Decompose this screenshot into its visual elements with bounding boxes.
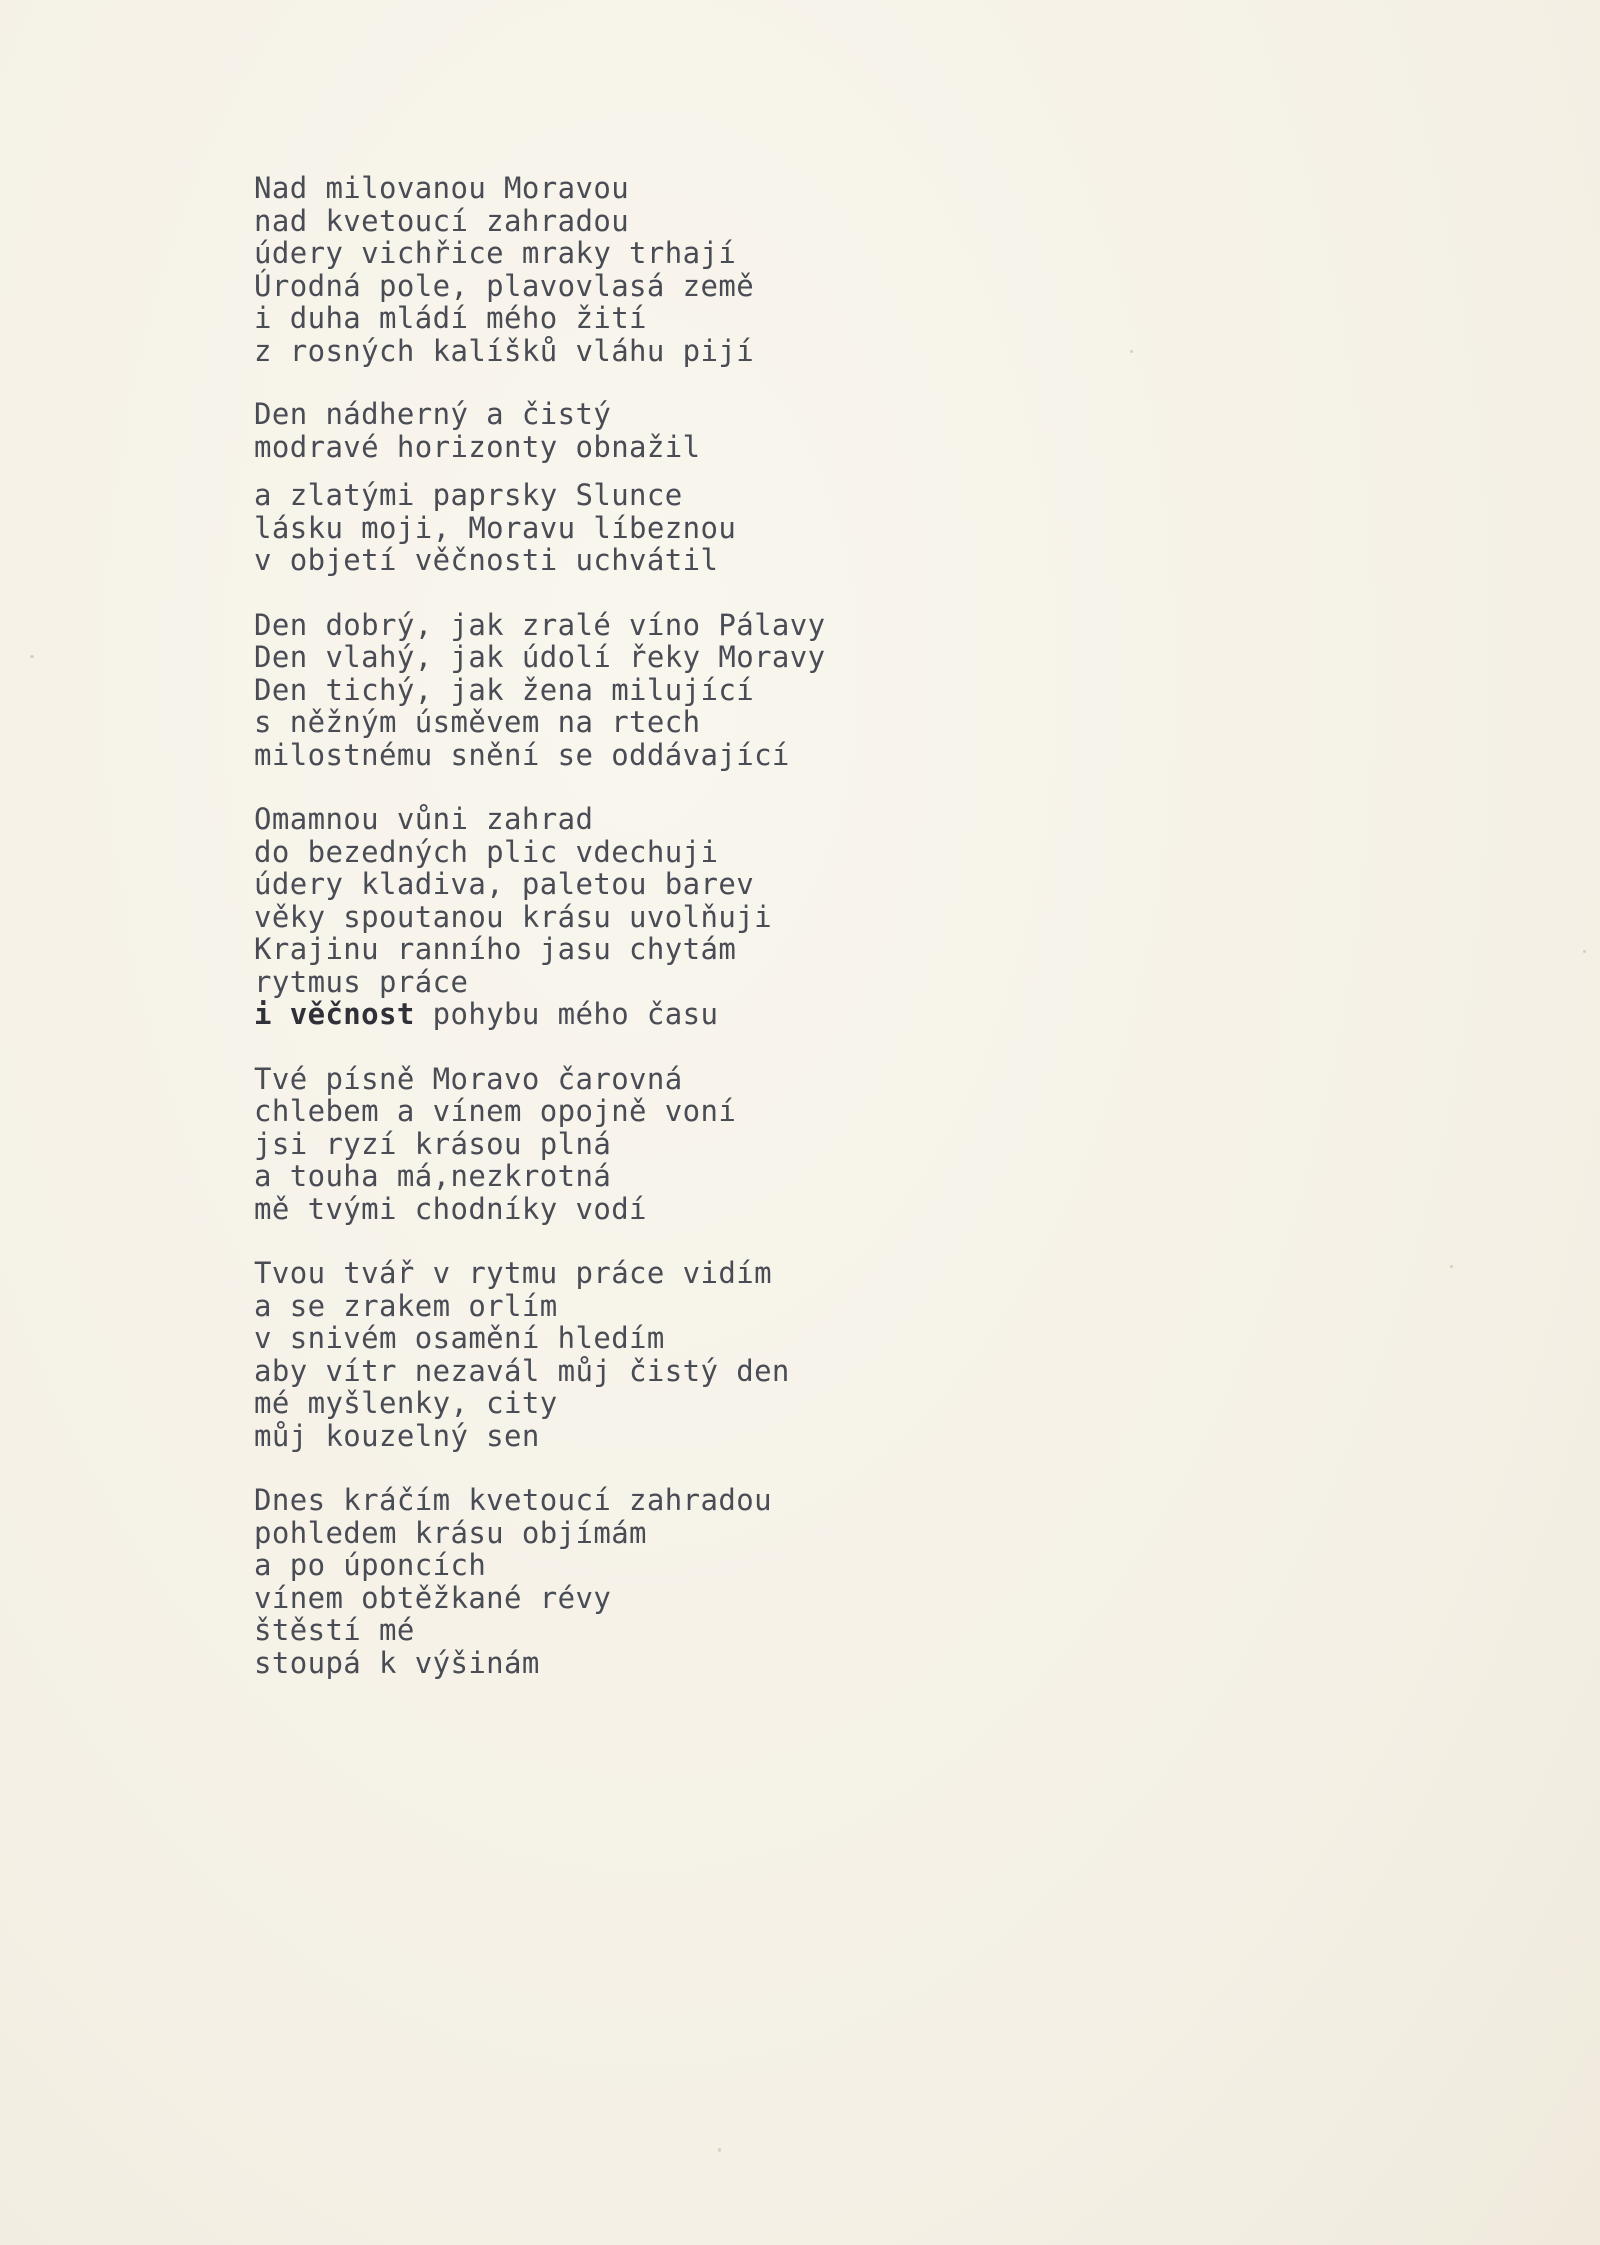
paper-speck — [1450, 1265, 1453, 1268]
poem-line: pohledem krásu objímám — [254, 1515, 647, 1550]
poem-line: Úrodná pole, plavovlasá země — [254, 268, 755, 303]
poem-line: můj kouzelný sen — [254, 1418, 540, 1453]
poem-line: údery kladiva, paletou barev — [254, 867, 755, 901]
stanza-2 — [254, 398, 1254, 463]
poem-line: chlebem a vínem opojně voní — [254, 1094, 737, 1128]
poem-line: Dnes kráčím kvetoucí zahradou — [254, 1483, 772, 1517]
poem-line: a po úponcích — [254, 1548, 487, 1582]
stanza-5 — [254, 803, 1254, 1031]
poem-line: Den tichý, jak žena milující — [254, 672, 755, 707]
poem-line-rest: pohybu mého času — [414, 997, 719, 1031]
poem-line: do bezedných plic vdechuji — [254, 834, 719, 869]
poem-line: aby vítr nezavál můj čistý den — [254, 1353, 790, 1388]
poem-line: údery vichřice mraky trhají — [254, 236, 737, 270]
bold-phrase: i věčnost — [254, 997, 415, 1031]
poem-line: vínem obtěžkané révy — [254, 1580, 612, 1615]
poem-line: z rosných kalíšků vláhu pijí — [254, 333, 755, 368]
poem-line: Krajinu ranního jasu chytám — [254, 932, 737, 966]
poem-line: modravé horizonty obnažil — [254, 429, 701, 464]
poem-line: Tvé písně Moravo čarovná — [254, 1061, 683, 1096]
poem-line: v snivém osamění hledím — [254, 1321, 665, 1355]
poem-line: s něžným úsměvem na rtech — [254, 705, 701, 739]
poem-line: Den vlahý, jak údolí řeky Moravy — [254, 640, 826, 674]
poem-line: Omamnou vůni zahrad — [254, 802, 594, 836]
poem-line: stoupá k výšinám — [254, 1645, 540, 1680]
poem-line: mě tvými chodníky vodí — [254, 1191, 647, 1226]
poem-line: a zlatými paprsky Slunce — [254, 478, 683, 512]
paper-speck — [718, 2148, 721, 2152]
stanza-8 — [254, 1484, 1254, 1679]
poem-line: rytmus práce — [254, 964, 469, 999]
poem-line: Nad milovanou Moravou — [254, 171, 630, 205]
poem-line: jsi ryzí krásou plná — [254, 1126, 612, 1161]
poem-line: Den nádherný a čistý — [254, 397, 612, 431]
stanza-1 — [254, 172, 1254, 367]
poem-line: a se zrakem orlím — [254, 1288, 558, 1323]
poem-line: milostnému snění se oddávající — [254, 737, 790, 772]
poem-line: v objetí věčnosti uchvátil — [254, 543, 719, 577]
stanza-6 — [254, 1063, 1254, 1226]
poem-line: a touha má,nezkrotná — [254, 1159, 612, 1193]
stanza-3 — [254, 479, 1254, 577]
poem — [254, 172, 1254, 1679]
poem-line: lásku moji, Moravu líbeznou — [254, 510, 737, 545]
stanza-7 — [254, 1257, 1254, 1452]
poem-line: věky spoutanou krásu uvolňuji — [254, 899, 772, 934]
poem-line: štěstí mé — [254, 1613, 415, 1647]
poem-line: Tvou tvář v rytmu práce vidím — [254, 1256, 772, 1290]
poem-line — [254, 998, 1254, 1031]
poem-line: mé myšlenky, city — [254, 1386, 558, 1420]
poem-line: nad kvetoucí zahradou — [254, 203, 630, 238]
paper-speck — [1583, 950, 1586, 953]
poem-line: Den dobrý, jak zralé víno Pálavy — [254, 607, 826, 642]
paper-speck — [30, 655, 34, 658]
stanza-4 — [254, 609, 1254, 772]
poem-line: i duha mládí mého žití — [254, 301, 647, 335]
